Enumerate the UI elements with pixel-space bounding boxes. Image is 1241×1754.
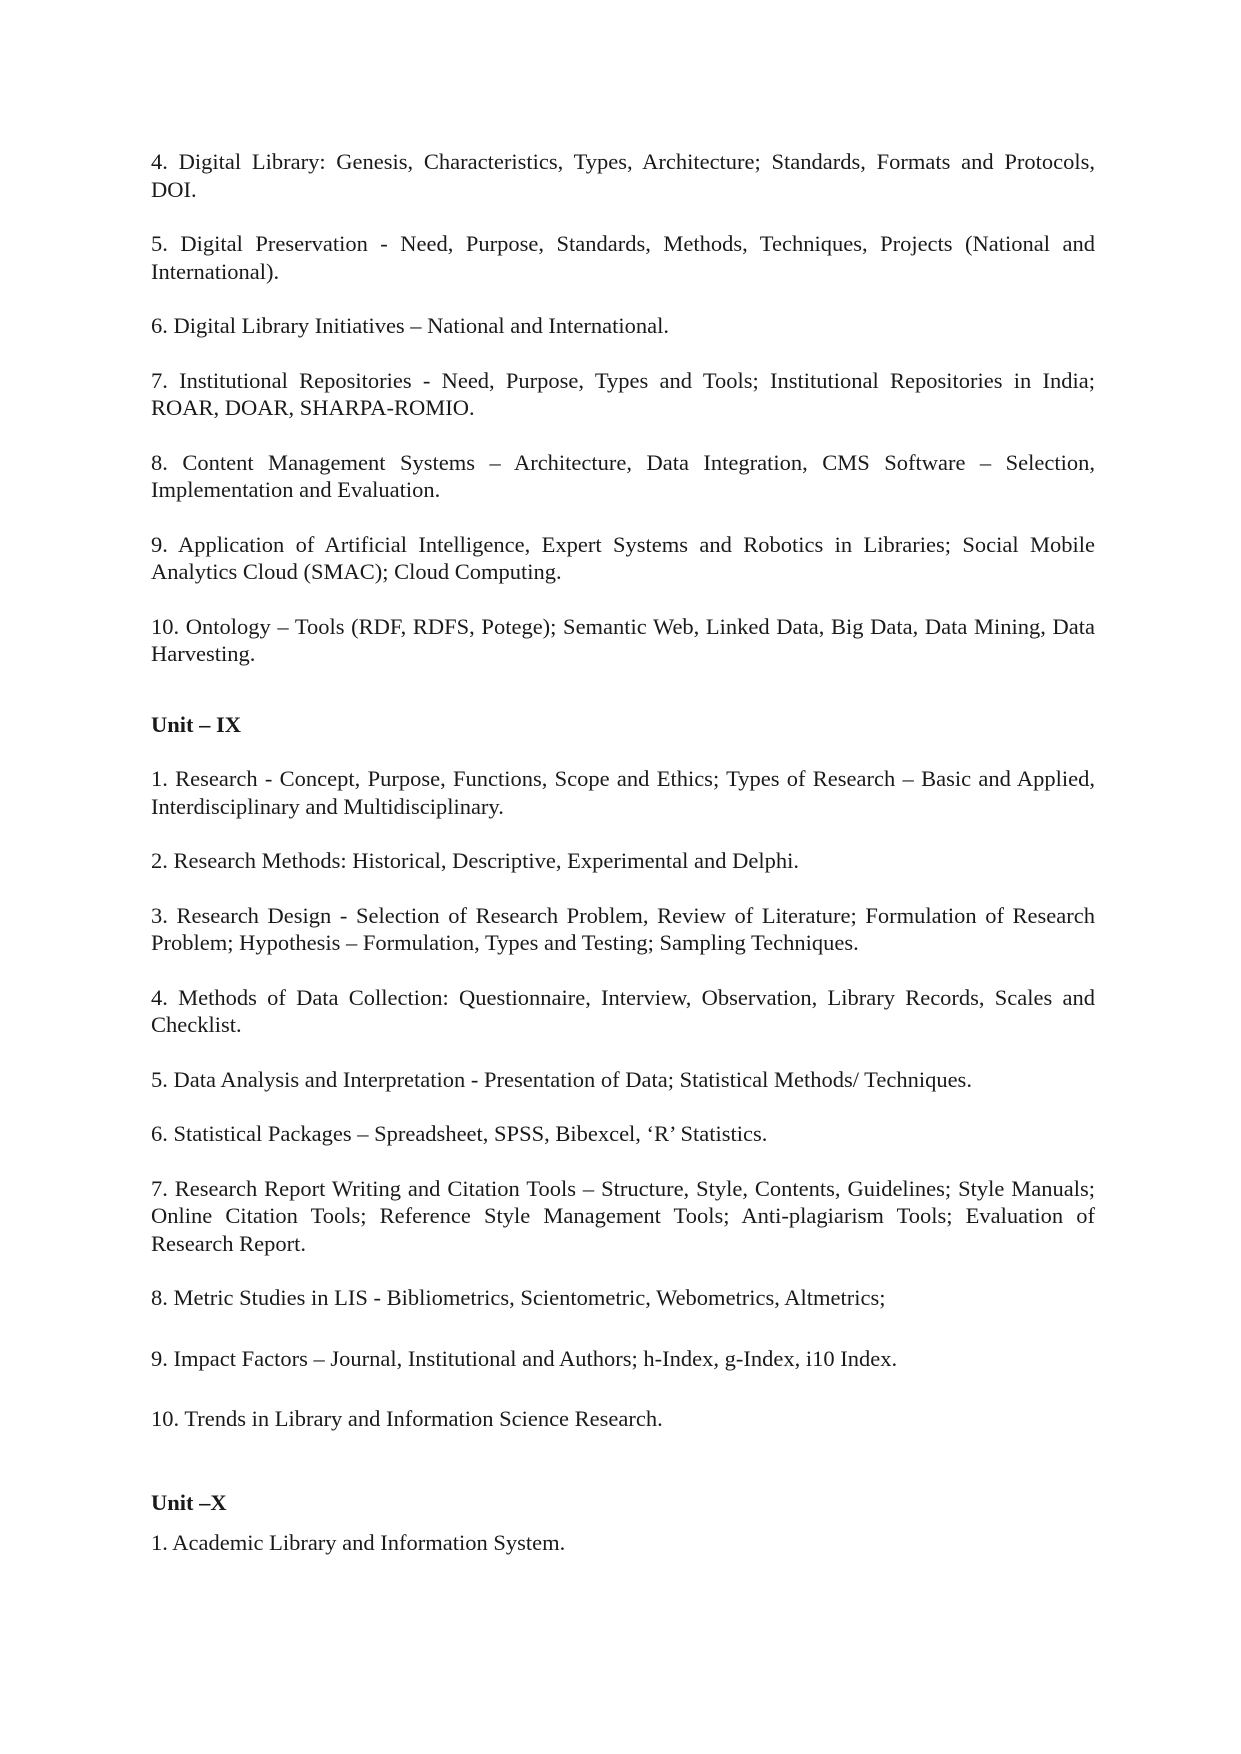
list-item: 6. Statistical Packages – Spreadsheet, SPSS, Bibexcel, ‘R’ Statistics. bbox=[151, 1121, 768, 1146]
list-item: 4. Digital Library: Genesis, Characteristics, Types, Architecture; Standards, Formats and Protocols, DOI. bbox=[151, 149, 1095, 202]
document-page bbox=[151, 148, 1095, 1557]
list-item: 5. Data Analysis and Interpretation - Presentation of Data; Statistical Methods/ Techniques. bbox=[151, 1066, 972, 1092]
list-item: 1. Academic Library and Information System. bbox=[151, 1530, 566, 1555]
list-item: 8. Content Management Systems – Architecture, Data Integration, CMS Software – Selection, Implementation and Evaluation. bbox=[151, 449, 1095, 502]
list-item: 9. Impact Factors – Journal, Institutional and Authors; h-Index, g-Index, i10 Index. bbox=[151, 1345, 898, 1371]
list-item: 1. Research - Concept, Purpose, Functions, Scope and Ethics; Types of Research – Basic and Applied, Interdisciplinary and Multidisciplinary. bbox=[151, 766, 1095, 819]
list-item: 5. Digital Preservation - Need, Purpose, Standards, Methods, Techniques, Projects (National and International). bbox=[151, 231, 1095, 284]
list-item: 4. Methods of Data Collection: Questionnaire, Interview, Observation, Library Records, Scales and Checklist. bbox=[151, 984, 1095, 1037]
list-item: 7. Research Report Writing and Citation Tools – Structure, Style, Contents, Guidelines; Style Manuals; Online Citation Tools; Reference Style Management Tools; Anti-plagiarism Tools; Evaluation of Research Report. bbox=[151, 1175, 1095, 1256]
list-item: 10. Trends in Library and Information Science Research. bbox=[151, 1406, 663, 1431]
list-item: 3. Research Design - Selection of Research Problem, Review of Literature; Formulation of Research Problem; Hypothesis – Formulation, Types and Testing; Sampling Techniques. bbox=[151, 902, 1095, 955]
unit-ix-heading: Unit – IX bbox=[151, 711, 242, 737]
list-item: 9. Application of Artificial Intelligence, Expert Systems and Robotics in Libraries; Social Mobile Analytics Cloud (SMAC); Cloud Computing. bbox=[151, 531, 1095, 584]
unit-x-heading: Unit –X bbox=[151, 1489, 227, 1515]
list-item: 10. Ontology – Tools (RDF, RDFS, Potege); Semantic Web, Linked Data, Big Data, Data Mining, Data Harvesting. bbox=[151, 613, 1095, 666]
list-item: 2. Research Methods: Historical, Descriptive, Experimental and Delphi. bbox=[151, 848, 799, 873]
list-item: 8. Metric Studies in LIS - Bibliometrics, Scientometric, Webometrics, Altmetrics; bbox=[151, 1285, 886, 1310]
list-item: 7. Institutional Repositories - Need, Purpose, Types and Tools; Institutional Repositories in India; ROAR, DOAR, SHARPA-ROMIO. bbox=[151, 367, 1095, 420]
list-item: 6. Digital Library Initiatives – National and International. bbox=[151, 313, 669, 338]
